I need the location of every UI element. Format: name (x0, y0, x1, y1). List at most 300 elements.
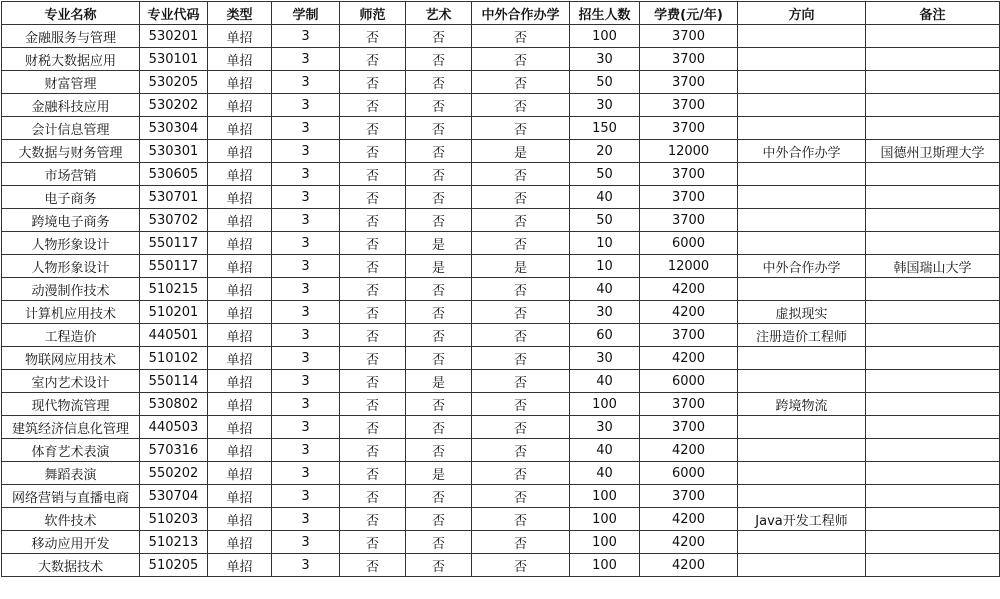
cell-major-name: 动漫制作技术 (2, 278, 140, 301)
table-row (2, 393, 1000, 416)
cell-direction (738, 94, 866, 117)
cell-joint-program: 否 (472, 508, 570, 531)
cell-normal-school: 否 (340, 163, 406, 186)
cell-enrollment-count: 40 (570, 186, 640, 209)
cell-joint-program: 否 (472, 232, 570, 255)
cell-duration: 3 (272, 485, 340, 508)
cell-major-code: 550114 (140, 370, 208, 393)
cell-normal-school: 否 (340, 71, 406, 94)
cell-tuition: 3700 (640, 416, 738, 439)
cell-normal-school: 否 (340, 508, 406, 531)
table-row (2, 439, 1000, 462)
cell-joint-program: 否 (472, 278, 570, 301)
cell-art: 否 (406, 163, 472, 186)
cell-art: 否 (406, 347, 472, 370)
cell-type: 单招 (208, 324, 272, 347)
table-row (2, 163, 1000, 186)
cell-duration: 3 (272, 71, 340, 94)
cell-joint-program: 否 (472, 531, 570, 554)
cell-major-code: 550117 (140, 232, 208, 255)
cell-enrollment-count: 50 (570, 209, 640, 232)
cell-tuition: 3700 (640, 117, 738, 140)
cell-joint-program: 是 (472, 255, 570, 278)
cell-type: 单招 (208, 140, 272, 163)
cell-enrollment-count: 30 (570, 347, 640, 370)
cell-major-name: 财税大数据应用 (2, 48, 140, 71)
cell-joint-program: 是 (472, 140, 570, 163)
cell-type: 单招 (208, 71, 272, 94)
cell-tuition: 6000 (640, 370, 738, 393)
cell-major-code: 530301 (140, 140, 208, 163)
cell-major-code: 530202 (140, 94, 208, 117)
cell-enrollment-count: 100 (570, 508, 640, 531)
cell-remarks (866, 232, 1000, 255)
cell-duration: 3 (272, 255, 340, 278)
cell-major-code: 510201 (140, 301, 208, 324)
cell-art: 是 (406, 370, 472, 393)
cell-remarks (866, 439, 1000, 462)
cell-duration: 3 (272, 508, 340, 531)
cell-major-code: 510203 (140, 508, 208, 531)
cell-major-code: 440503 (140, 416, 208, 439)
cell-normal-school: 否 (340, 94, 406, 117)
cell-major-name: 体育艺术表演 (2, 439, 140, 462)
cell-remarks (866, 117, 1000, 140)
cell-tuition: 3700 (640, 48, 738, 71)
cell-art: 是 (406, 462, 472, 485)
table-row (2, 48, 1000, 71)
cell-direction (738, 370, 866, 393)
header-direction: 方向 (738, 2, 866, 25)
cell-type: 单招 (208, 301, 272, 324)
cell-major-name: 人物形象设计 (2, 255, 140, 278)
table-row (2, 117, 1000, 140)
cell-type: 单招 (208, 117, 272, 140)
cell-direction (738, 209, 866, 232)
cell-type: 单招 (208, 186, 272, 209)
cell-normal-school: 否 (340, 370, 406, 393)
cell-normal-school: 否 (340, 485, 406, 508)
cell-enrollment-count: 100 (570, 531, 640, 554)
cell-duration: 3 (272, 554, 340, 577)
cell-type: 单招 (208, 554, 272, 577)
cell-major-name: 软件技术 (2, 508, 140, 531)
cell-enrollment-count: 10 (570, 255, 640, 278)
cell-normal-school: 否 (340, 186, 406, 209)
cell-joint-program: 否 (472, 462, 570, 485)
cell-art: 否 (406, 416, 472, 439)
cell-major-name: 大数据与财务管理 (2, 140, 140, 163)
cell-major-name: 现代物流管理 (2, 393, 140, 416)
cell-remarks (866, 301, 1000, 324)
cell-normal-school: 否 (340, 301, 406, 324)
header-art: 艺术 (406, 2, 472, 25)
table-row (2, 531, 1000, 554)
header-enrollment-count: 招生人数 (570, 2, 640, 25)
cell-normal-school: 否 (340, 48, 406, 71)
cell-duration: 3 (272, 301, 340, 324)
cell-joint-program: 否 (472, 71, 570, 94)
cell-type: 单招 (208, 278, 272, 301)
cell-remarks: 国德州卫斯理大学 (866, 140, 1000, 163)
cell-joint-program: 否 (472, 370, 570, 393)
cell-direction (738, 485, 866, 508)
cell-major-name: 室内艺术设计 (2, 370, 140, 393)
cell-enrollment-count: 100 (570, 25, 640, 48)
table-row (2, 209, 1000, 232)
table-row (2, 71, 1000, 94)
cell-duration: 3 (272, 393, 340, 416)
cell-major-name: 跨境电子商务 (2, 209, 140, 232)
cell-normal-school: 否 (340, 209, 406, 232)
cell-direction (738, 416, 866, 439)
cell-major-name: 会计信息管理 (2, 117, 140, 140)
cell-art: 否 (406, 508, 472, 531)
cell-major-code: 530605 (140, 163, 208, 186)
cell-normal-school: 否 (340, 324, 406, 347)
table-row (2, 554, 1000, 577)
cell-normal-school: 否 (340, 531, 406, 554)
cell-type: 单招 (208, 485, 272, 508)
cell-tuition: 4200 (640, 301, 738, 324)
cell-tuition: 4200 (640, 554, 738, 577)
cell-tuition: 4200 (640, 278, 738, 301)
cell-joint-program: 否 (472, 554, 570, 577)
cell-enrollment-count: 10 (570, 232, 640, 255)
cell-joint-program: 否 (472, 347, 570, 370)
cell-direction (738, 186, 866, 209)
cell-type: 单招 (208, 531, 272, 554)
header-normal-school: 师范 (340, 2, 406, 25)
cell-joint-program: 否 (472, 485, 570, 508)
cell-enrollment-count: 20 (570, 140, 640, 163)
table-row (2, 255, 1000, 278)
cell-art: 否 (406, 140, 472, 163)
cell-art: 否 (406, 278, 472, 301)
cell-duration: 3 (272, 347, 340, 370)
cell-type: 单招 (208, 94, 272, 117)
cell-major-code: 530304 (140, 117, 208, 140)
cell-duration: 3 (272, 163, 340, 186)
cell-direction (738, 554, 866, 577)
cell-joint-program: 否 (472, 163, 570, 186)
cell-direction (738, 232, 866, 255)
cell-direction (738, 25, 866, 48)
cell-tuition: 3700 (640, 71, 738, 94)
cell-normal-school: 否 (340, 255, 406, 278)
cell-tuition: 4200 (640, 347, 738, 370)
cell-tuition: 6000 (640, 462, 738, 485)
cell-tuition: 4200 (640, 439, 738, 462)
cell-direction (738, 278, 866, 301)
cell-tuition: 12000 (640, 140, 738, 163)
cell-duration: 3 (272, 209, 340, 232)
header-major-code: 专业代码 (140, 2, 208, 25)
cell-remarks (866, 370, 1000, 393)
cell-remarks: 韩国瑞山大学 (866, 255, 1000, 278)
cell-type: 单招 (208, 347, 272, 370)
cell-tuition: 6000 (640, 232, 738, 255)
table-row (2, 278, 1000, 301)
cell-joint-program: 否 (472, 94, 570, 117)
cell-direction: 跨境物流 (738, 393, 866, 416)
cell-enrollment-count: 40 (570, 278, 640, 301)
cell-remarks (866, 531, 1000, 554)
cell-duration: 3 (272, 370, 340, 393)
cell-tuition: 3700 (640, 485, 738, 508)
cell-art: 否 (406, 439, 472, 462)
cell-type: 单招 (208, 508, 272, 531)
cell-duration: 3 (272, 25, 340, 48)
cell-tuition: 3700 (640, 209, 738, 232)
cell-enrollment-count: 40 (570, 370, 640, 393)
cell-duration: 3 (272, 278, 340, 301)
enrollment-table (1, 1, 1000, 577)
cell-joint-program: 否 (472, 324, 570, 347)
cell-remarks (866, 48, 1000, 71)
cell-major-code: 530205 (140, 71, 208, 94)
cell-duration: 3 (272, 462, 340, 485)
cell-enrollment-count: 30 (570, 301, 640, 324)
cell-direction (738, 347, 866, 370)
cell-tuition: 3700 (640, 25, 738, 48)
cell-remarks (866, 485, 1000, 508)
cell-major-code: 510213 (140, 531, 208, 554)
cell-enrollment-count: 30 (570, 94, 640, 117)
cell-duration: 3 (272, 531, 340, 554)
cell-enrollment-count: 100 (570, 485, 640, 508)
cell-major-name: 人物形象设计 (2, 232, 140, 255)
cell-type: 单招 (208, 370, 272, 393)
cell-type: 单招 (208, 25, 272, 48)
cell-major-name: 金融科技应用 (2, 94, 140, 117)
cell-tuition: 12000 (640, 255, 738, 278)
cell-major-name: 建筑经济信息化管理 (2, 416, 140, 439)
cell-art: 否 (406, 301, 472, 324)
cell-remarks (866, 278, 1000, 301)
cell-type: 单招 (208, 393, 272, 416)
cell-major-code: 530702 (140, 209, 208, 232)
table-row (2, 347, 1000, 370)
table-row (2, 462, 1000, 485)
cell-duration: 3 (272, 140, 340, 163)
table-row (2, 232, 1000, 255)
cell-enrollment-count: 50 (570, 163, 640, 186)
cell-direction (738, 71, 866, 94)
header-tuition: 学费(元/年) (640, 2, 738, 25)
cell-major-name: 舞蹈表演 (2, 462, 140, 485)
cell-remarks (866, 554, 1000, 577)
cell-joint-program: 否 (472, 117, 570, 140)
cell-type: 单招 (208, 48, 272, 71)
cell-type: 单招 (208, 232, 272, 255)
cell-remarks (866, 324, 1000, 347)
cell-type: 单招 (208, 209, 272, 232)
cell-major-name: 移动应用开发 (2, 531, 140, 554)
cell-major-name: 金融服务与管理 (2, 25, 140, 48)
cell-normal-school: 否 (340, 347, 406, 370)
header-remarks: 备注 (866, 2, 1000, 25)
table-row (2, 25, 1000, 48)
cell-normal-school: 否 (340, 140, 406, 163)
cell-major-code: 510102 (140, 347, 208, 370)
cell-joint-program: 否 (472, 48, 570, 71)
cell-tuition: 3700 (640, 393, 738, 416)
cell-enrollment-count: 100 (570, 393, 640, 416)
cell-art: 否 (406, 393, 472, 416)
cell-enrollment-count: 40 (570, 462, 640, 485)
cell-enrollment-count: 40 (570, 439, 640, 462)
cell-direction (738, 48, 866, 71)
cell-direction: 注册造价工程师 (738, 324, 866, 347)
cell-art: 否 (406, 117, 472, 140)
cell-tuition: 3700 (640, 163, 738, 186)
cell-major-code: 440501 (140, 324, 208, 347)
table-row (2, 324, 1000, 347)
cell-duration: 3 (272, 94, 340, 117)
cell-duration: 3 (272, 439, 340, 462)
cell-normal-school: 否 (340, 554, 406, 577)
table-row (2, 485, 1000, 508)
cell-normal-school: 否 (340, 416, 406, 439)
cell-normal-school: 否 (340, 462, 406, 485)
cell-major-code: 550117 (140, 255, 208, 278)
cell-direction (738, 439, 866, 462)
cell-remarks (866, 163, 1000, 186)
cell-major-name: 电子商务 (2, 186, 140, 209)
cell-remarks (866, 94, 1000, 117)
cell-enrollment-count: 50 (570, 71, 640, 94)
cell-remarks (866, 209, 1000, 232)
header-type: 类型 (208, 2, 272, 25)
cell-direction: Java开发工程师 (738, 508, 866, 531)
cell-major-name: 网络营销与直播电商 (2, 485, 140, 508)
cell-type: 单招 (208, 416, 272, 439)
cell-art: 否 (406, 324, 472, 347)
table-row (2, 94, 1000, 117)
cell-enrollment-count: 150 (570, 117, 640, 140)
header-joint-program: 中外合作办学 (472, 2, 570, 25)
cell-remarks (866, 416, 1000, 439)
cell-tuition: 4200 (640, 531, 738, 554)
cell-remarks (866, 393, 1000, 416)
cell-direction: 中外合作办学 (738, 255, 866, 278)
cell-normal-school: 否 (340, 393, 406, 416)
cell-major-code: 530101 (140, 48, 208, 71)
cell-duration: 3 (272, 324, 340, 347)
cell-joint-program: 否 (472, 25, 570, 48)
cell-major-code: 570316 (140, 439, 208, 462)
cell-joint-program: 否 (472, 416, 570, 439)
cell-direction (738, 462, 866, 485)
cell-direction: 虚拟现实 (738, 301, 866, 324)
cell-duration: 3 (272, 232, 340, 255)
cell-enrollment-count: 60 (570, 324, 640, 347)
cell-remarks (866, 186, 1000, 209)
cell-type: 单招 (208, 255, 272, 278)
cell-art: 否 (406, 554, 472, 577)
cell-major-name: 物联网应用技术 (2, 347, 140, 370)
header-duration: 学制 (272, 2, 340, 25)
table-body (2, 25, 1000, 577)
cell-enrollment-count: 30 (570, 416, 640, 439)
cell-art: 否 (406, 186, 472, 209)
table-row (2, 186, 1000, 209)
cell-duration: 3 (272, 48, 340, 71)
cell-major-code: 510215 (140, 278, 208, 301)
cell-joint-program: 否 (472, 439, 570, 462)
cell-direction: 中外合作办学 (738, 140, 866, 163)
cell-tuition: 3700 (640, 94, 738, 117)
cell-tuition: 4200 (640, 508, 738, 531)
cell-remarks (866, 508, 1000, 531)
cell-joint-program: 否 (472, 186, 570, 209)
cell-type: 单招 (208, 462, 272, 485)
cell-art: 否 (406, 485, 472, 508)
cell-art: 否 (406, 48, 472, 71)
cell-major-code: 530701 (140, 186, 208, 209)
cell-enrollment-count: 30 (570, 48, 640, 71)
cell-type: 单招 (208, 163, 272, 186)
cell-art: 否 (406, 531, 472, 554)
cell-art: 是 (406, 232, 472, 255)
cell-major-code: 550202 (140, 462, 208, 485)
cell-normal-school: 否 (340, 232, 406, 255)
cell-major-name: 市场营销 (2, 163, 140, 186)
cell-joint-program: 否 (472, 393, 570, 416)
cell-art: 否 (406, 25, 472, 48)
header-major-name: 专业名称 (2, 2, 140, 25)
cell-major-code: 510205 (140, 554, 208, 577)
cell-major-code: 530201 (140, 25, 208, 48)
cell-tuition: 3700 (640, 324, 738, 347)
cell-normal-school: 否 (340, 25, 406, 48)
table-row (2, 140, 1000, 163)
cell-duration: 3 (272, 117, 340, 140)
cell-direction (738, 163, 866, 186)
cell-major-name: 计算机应用技术 (2, 301, 140, 324)
cell-direction (738, 531, 866, 554)
table-row (2, 301, 1000, 324)
table-row (2, 508, 1000, 531)
cell-art: 否 (406, 209, 472, 232)
header-row (2, 2, 1000, 25)
table-row (2, 370, 1000, 393)
cell-remarks (866, 25, 1000, 48)
cell-normal-school: 否 (340, 439, 406, 462)
cell-tuition: 3700 (640, 186, 738, 209)
cell-duration: 3 (272, 186, 340, 209)
cell-major-name: 工程造价 (2, 324, 140, 347)
cell-enrollment-count: 100 (570, 554, 640, 577)
cell-remarks (866, 462, 1000, 485)
cell-remarks (866, 347, 1000, 370)
cell-art: 否 (406, 94, 472, 117)
cell-remarks (866, 71, 1000, 94)
cell-direction (738, 117, 866, 140)
cell-normal-school: 否 (340, 278, 406, 301)
cell-joint-program: 否 (472, 209, 570, 232)
cell-art: 否 (406, 71, 472, 94)
cell-major-name: 大数据技术 (2, 554, 140, 577)
cell-major-name: 财富管理 (2, 71, 140, 94)
cell-major-code: 530704 (140, 485, 208, 508)
cell-joint-program: 否 (472, 301, 570, 324)
cell-type: 单招 (208, 439, 272, 462)
cell-major-code: 530802 (140, 393, 208, 416)
cell-normal-school: 否 (340, 117, 406, 140)
table-row (2, 416, 1000, 439)
